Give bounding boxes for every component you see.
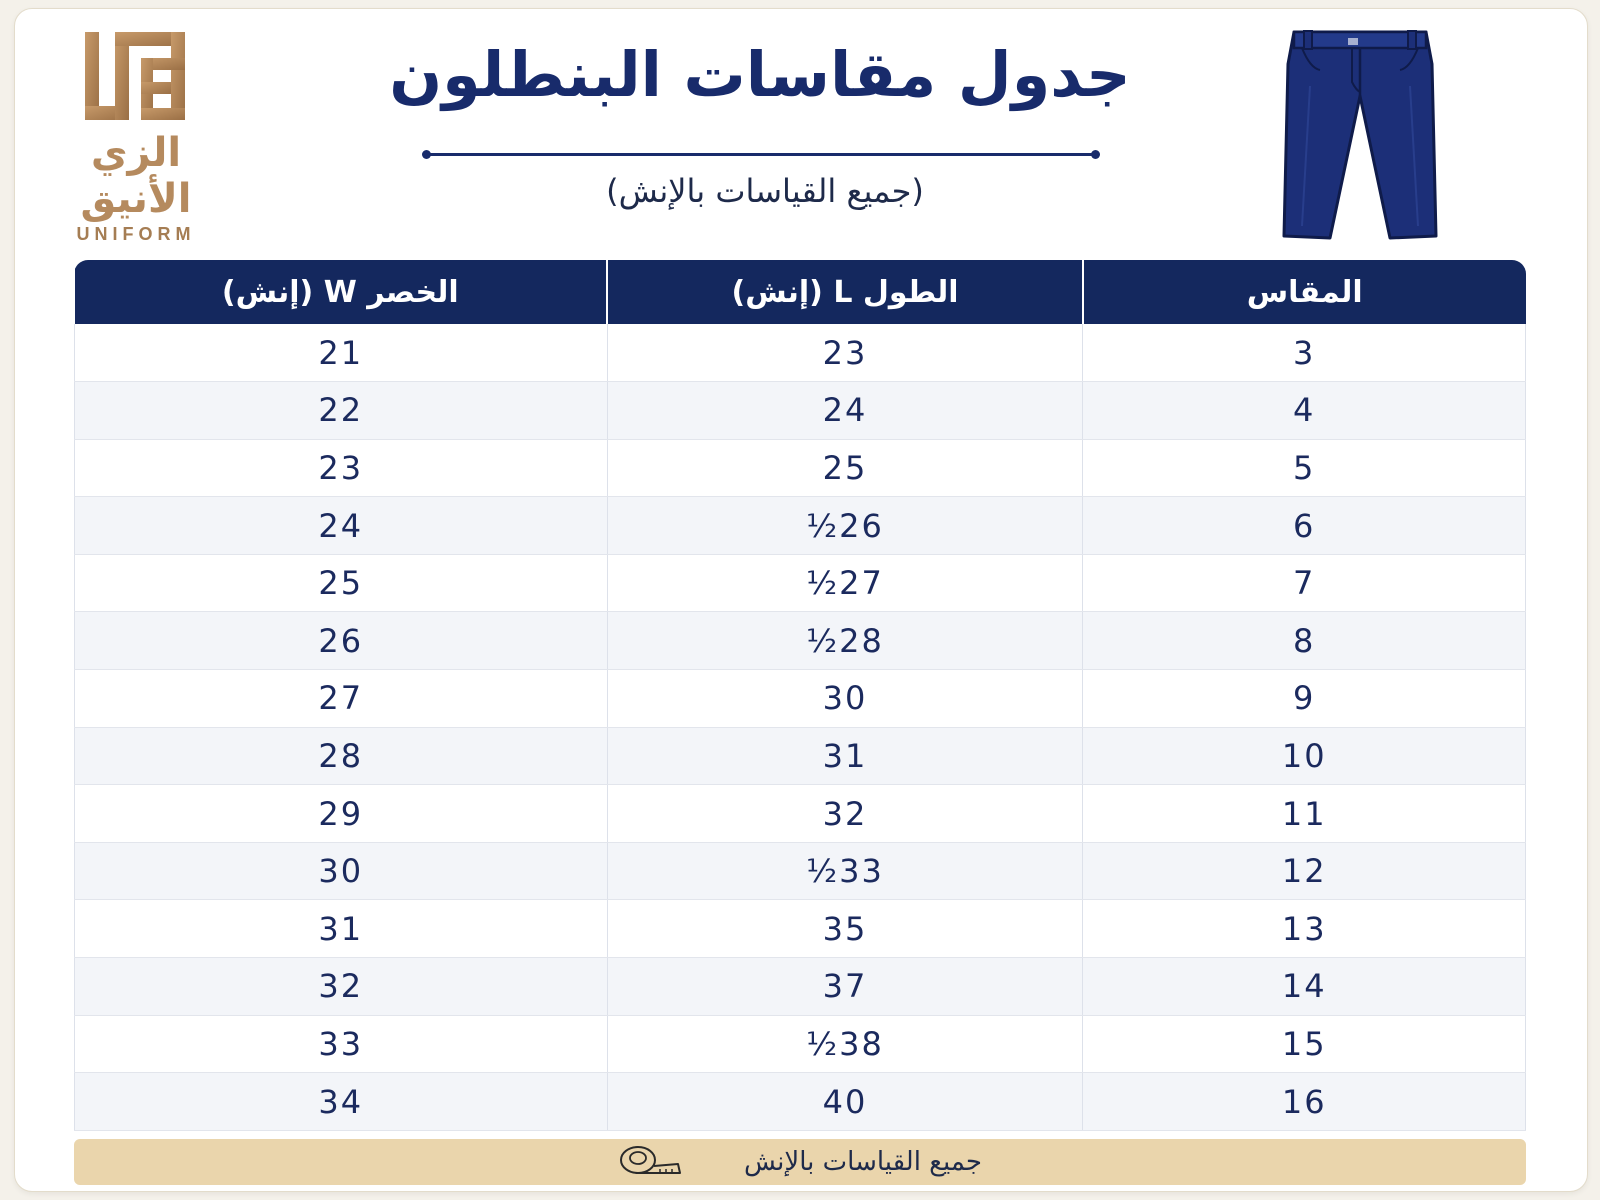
table-row bbox=[75, 670, 1526, 728]
waist-cell: 22 bbox=[75, 382, 608, 440]
length-cell: 37 bbox=[607, 958, 1083, 1016]
size-cell: 13 bbox=[1083, 900, 1526, 958]
size-cell: 7 bbox=[1083, 554, 1526, 612]
waist-cell: 24 bbox=[75, 497, 608, 555]
waist-cell: 26 bbox=[75, 612, 608, 670]
title-divider bbox=[426, 153, 1096, 156]
waist-cell: 27 bbox=[75, 670, 608, 728]
header-length: الطول L (إنش) bbox=[607, 260, 1083, 324]
waist-cell: 30 bbox=[75, 842, 608, 900]
size-table bbox=[74, 260, 1526, 1131]
brand-name-arabic: الزي الأنيق bbox=[80, 130, 192, 222]
table-row bbox=[75, 900, 1526, 958]
table-row bbox=[75, 1073, 1526, 1131]
table-row bbox=[75, 324, 1526, 382]
header-size: المقاس bbox=[1083, 260, 1526, 324]
waist-cell: 29 bbox=[75, 785, 608, 843]
size-cell: 5 bbox=[1083, 439, 1526, 497]
length-cell: 24 bbox=[607, 382, 1083, 440]
table-row bbox=[75, 497, 1526, 555]
pants-icon bbox=[1280, 26, 1440, 240]
length-cell: 27½ bbox=[607, 554, 1083, 612]
length-cell: 40 bbox=[607, 1073, 1083, 1131]
length-cell: 23 bbox=[607, 324, 1083, 382]
waist-cell: 33 bbox=[75, 1015, 608, 1073]
size-cell: 10 bbox=[1083, 727, 1526, 785]
brand-logo bbox=[36, 28, 236, 244]
page-subtitle: (جميع القياسات بالإنش) bbox=[606, 172, 924, 210]
table-row bbox=[75, 382, 1526, 440]
table-row bbox=[75, 439, 1526, 497]
length-cell: 32 bbox=[607, 785, 1083, 843]
header-waist: الخصر W (إنش) bbox=[75, 260, 608, 324]
waist-cell: 23 bbox=[75, 439, 608, 497]
size-cell: 12 bbox=[1083, 842, 1526, 900]
table-row bbox=[75, 785, 1526, 843]
table-row bbox=[75, 554, 1526, 612]
length-cell: 31 bbox=[607, 727, 1083, 785]
size-cell: 8 bbox=[1083, 612, 1526, 670]
length-cell: 33½ bbox=[607, 842, 1083, 900]
waist-cell: 32 bbox=[75, 958, 608, 1016]
size-cell: 14 bbox=[1083, 958, 1526, 1016]
waist-cell: 25 bbox=[75, 554, 608, 612]
table-row bbox=[75, 727, 1526, 785]
page-title: جدول مقاسات البنطلون bbox=[389, 38, 1131, 111]
size-cell: 9 bbox=[1083, 670, 1526, 728]
waist-cell: 34 bbox=[75, 1073, 608, 1131]
waist-cell: 21 bbox=[75, 324, 608, 382]
length-cell: 35 bbox=[607, 900, 1083, 958]
tape-measure-icon bbox=[618, 1144, 684, 1180]
size-cell: 16 bbox=[1083, 1073, 1526, 1131]
table-row bbox=[75, 842, 1526, 900]
table-row bbox=[75, 612, 1526, 670]
table-row bbox=[75, 1015, 1526, 1073]
table-header-row bbox=[75, 260, 1526, 324]
size-cell: 4 bbox=[1083, 382, 1526, 440]
size-cell: 11 bbox=[1083, 785, 1526, 843]
size-cell: 3 bbox=[1083, 324, 1526, 382]
length-cell: 30 bbox=[607, 670, 1083, 728]
length-cell: 38½ bbox=[607, 1015, 1083, 1073]
brand-mark-icon bbox=[81, 28, 191, 124]
brand-name-latin: UNIFORM bbox=[76, 224, 196, 244]
table-row bbox=[75, 958, 1526, 1016]
waist-cell: 28 bbox=[75, 727, 608, 785]
length-cell: 25 bbox=[607, 439, 1083, 497]
size-cell: 15 bbox=[1083, 1015, 1526, 1073]
footer-note: جميع القياسات بالإنش bbox=[744, 1147, 982, 1177]
size-cell: 6 bbox=[1083, 497, 1526, 555]
length-cell: 26½ bbox=[607, 497, 1083, 555]
length-cell: 28½ bbox=[607, 612, 1083, 670]
waist-cell: 31 bbox=[75, 900, 608, 958]
footer-note-bar bbox=[74, 1139, 1526, 1185]
